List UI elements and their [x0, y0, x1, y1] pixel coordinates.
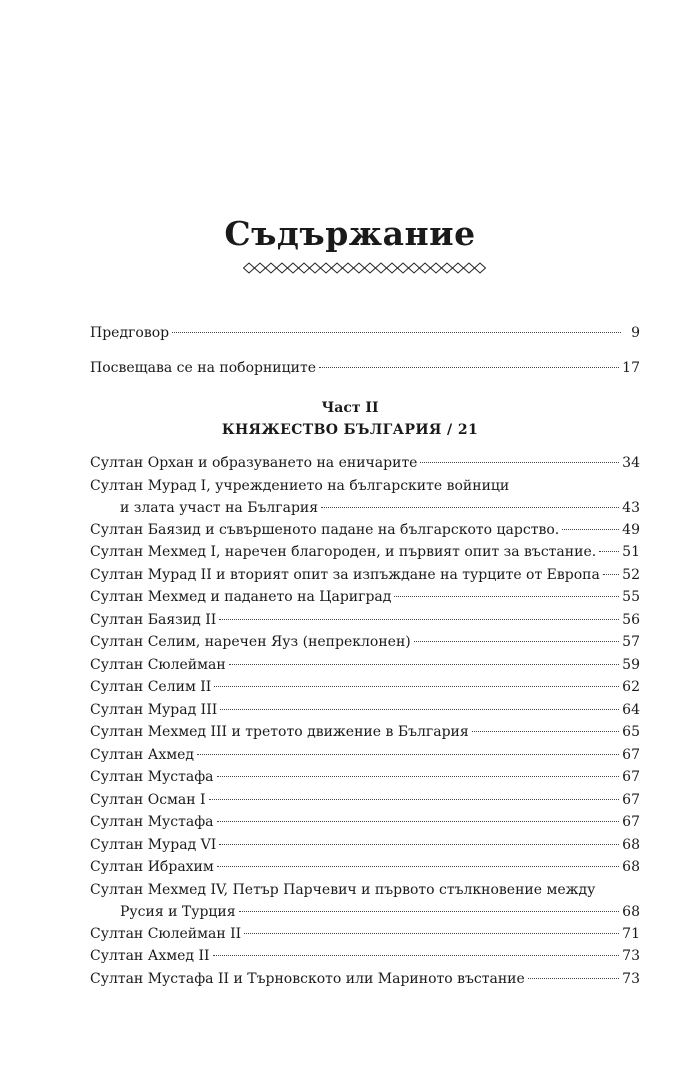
dot-leader	[321, 507, 619, 508]
toc-entry-title: Султан Мустафа	[90, 769, 214, 785]
dot-leader	[414, 641, 619, 642]
toc-entry[interactable]	[90, 879, 640, 923]
toc-entry[interactable]	[90, 676, 640, 698]
ornament-diamond	[288, 263, 299, 273]
toc-entry[interactable]	[90, 789, 640, 811]
toc-entry[interactable]	[90, 654, 640, 676]
toc-page-number: 62	[622, 679, 640, 695]
ornament-diamond	[420, 263, 431, 273]
toc-page-number: 67	[622, 746, 640, 763]
toc-entry[interactable]	[90, 766, 640, 788]
part-title: КНЯЖЕСТВО БЪЛГАРИЯ / 21	[221, 422, 479, 438]
toc-entry-title: Султан Мехмед и падането на Цариград	[90, 589, 392, 605]
ornament-diamond	[453, 263, 464, 273]
toc-entry[interactable]	[90, 519, 640, 541]
ornament-diamond	[475, 263, 486, 273]
ornament-divider	[243, 262, 493, 274]
dot-leader	[562, 529, 619, 530]
dot-leader	[229, 664, 619, 665]
toc-page-number: 49	[622, 521, 640, 538]
toc-entry-title: Султан Баязид и съвършеното падане на българското царство.	[90, 521, 560, 538]
dot-leader	[528, 978, 619, 979]
toc-entry-title: Султан Ахмед II	[90, 948, 210, 964]
ornament-diamond	[354, 263, 365, 273]
toc-entry[interactable]	[90, 631, 640, 653]
toc-entry-title: Султан Мурад III	[90, 701, 218, 718]
toc-entry-title: Посвещава се на поборниците	[90, 360, 316, 376]
toc-page-number: 59	[622, 656, 640, 673]
dot-leader	[197, 754, 619, 755]
toc-page-number: 65	[622, 724, 640, 740]
toc-entry-title: Султан Баязид II	[90, 611, 217, 628]
toc-page-number: 73	[622, 948, 640, 964]
toc-entry-title: Султан Мурад II и вторият опит за изпъждане на турците от Европа	[90, 566, 600, 583]
toc-page-number: 67	[622, 791, 640, 808]
page-title: Съдържание	[224, 214, 476, 254]
ornament-diamond	[409, 263, 420, 273]
toc-page-number: 52	[622, 566, 640, 583]
toc-entry-title: Султан Сюлейман	[90, 656, 226, 673]
toc-entry-title-continued: Русия и Турция	[120, 903, 236, 920]
toc-entry[interactable]	[90, 541, 640, 563]
ornament-diamond	[255, 263, 266, 273]
toc-page-number: 57	[622, 634, 640, 650]
ornament-diamond	[244, 263, 255, 273]
toc-entry[interactable]	[90, 923, 640, 945]
dot-leader	[172, 332, 621, 333]
toc-entry[interactable]	[90, 834, 640, 856]
dot-leader	[244, 933, 619, 934]
ornament-diamond	[442, 263, 453, 273]
toc-entry[interactable]	[90, 564, 640, 586]
toc-entry-title: Предговор	[90, 325, 170, 341]
toc-page-number: 34	[622, 455, 640, 471]
toc-entry[interactable]	[90, 475, 640, 519]
toc-page-number: 17	[622, 360, 640, 376]
toc-entry[interactable]	[90, 744, 640, 766]
toc-entry-title: Султан Мустафа II и Търновското или Мариното въстание	[90, 970, 525, 987]
toc-entry-title: Султан Орхан и образуването на еничарите	[90, 455, 418, 471]
toc-page-number: 51	[622, 544, 640, 560]
ornament-diamond	[365, 263, 376, 273]
dot-leader	[209, 799, 620, 800]
toc-entry[interactable]	[90, 322, 640, 344]
ornament-diamond	[266, 263, 277, 273]
dot-leader	[420, 462, 619, 463]
ornament-diamond	[343, 263, 354, 273]
ornament-diamond	[277, 263, 288, 273]
dot-leader	[220, 709, 619, 710]
ornament-diamond	[398, 263, 409, 273]
toc-entry-title: Султан Мехмед III и третото движение в България	[90, 724, 469, 740]
ornament-diamond	[321, 263, 332, 273]
toc-entry-title: Султан Мехмед IV, Петър Парчевич и първото стълкновение между	[90, 881, 596, 898]
toc-page-number: 68	[622, 903, 640, 920]
ornament-diamond	[387, 263, 398, 273]
ornament-diamond	[376, 263, 387, 273]
toc-entry-title: Султан Мурад I, учреждението на българските войници	[90, 477, 510, 494]
toc-page-number: 71	[622, 925, 640, 942]
toc-entry-title: Султан Мурад VI	[90, 836, 217, 853]
dot-leader	[217, 821, 620, 822]
toc-entry-title: Султан Осман I	[90, 791, 206, 808]
ornament-diamond	[299, 263, 310, 273]
dot-leader	[217, 776, 620, 777]
dot-leader	[219, 844, 619, 845]
ornament-diamond	[464, 263, 475, 273]
toc-page-number: 43	[622, 499, 640, 516]
toc-entry-title: Султан Ахмед	[90, 746, 195, 763]
dot-leader	[603, 574, 619, 575]
toc-entry-title: Султан Мустафа	[90, 814, 214, 830]
toc-entry[interactable]	[90, 968, 640, 990]
ornament-diamond	[310, 263, 321, 273]
dot-leader	[319, 367, 619, 368]
toc-entry[interactable]	[90, 811, 640, 833]
toc-entry-title-continued: и злата участ на България	[120, 499, 319, 516]
toc-page-number: 55	[622, 589, 640, 605]
dot-leader	[599, 551, 619, 552]
toc-entry-title: Султан Селим, наречен Яуз (непреклонен)	[90, 634, 411, 650]
toc-entry-title: Султан Ибрахим	[90, 859, 214, 875]
dot-leader	[472, 731, 619, 732]
ornament-diamond	[431, 263, 442, 273]
dot-leader	[213, 955, 620, 956]
toc-page-number: 67	[622, 814, 640, 830]
dot-leader	[217, 866, 619, 867]
toc-entry-title: Султан Сюлейман II	[90, 925, 242, 942]
dot-leader	[239, 911, 620, 912]
ornament-diamond	[332, 263, 343, 273]
toc-entry[interactable]	[90, 699, 640, 721]
dot-leader	[219, 619, 619, 620]
toc-page-number: 68	[622, 836, 640, 853]
toc-entry-title: Султан Селим II	[90, 679, 212, 695]
toc-entry[interactable]	[90, 586, 640, 608]
toc-page-number: 56	[622, 611, 640, 628]
toc-entry[interactable]	[90, 721, 640, 743]
part-label: Част II	[321, 400, 379, 416]
dot-leader	[214, 686, 619, 687]
toc-page-number: 68	[622, 859, 640, 875]
toc-page-number: 67	[622, 769, 640, 785]
toc-entry[interactable]	[90, 945, 640, 967]
toc-entry-title: Султан Мехмед I, наречен благороден, и първият опит за въстание.	[90, 544, 597, 560]
toc-page-number: 73	[622, 970, 640, 987]
dot-leader	[394, 596, 619, 597]
toc-entry[interactable]	[90, 856, 640, 878]
toc-entry[interactable]	[90, 452, 640, 474]
toc-entry[interactable]	[90, 609, 640, 631]
toc-entry[interactable]	[90, 357, 640, 379]
toc-page-number: 9	[631, 325, 640, 341]
toc-page-number: 64	[622, 701, 640, 718]
